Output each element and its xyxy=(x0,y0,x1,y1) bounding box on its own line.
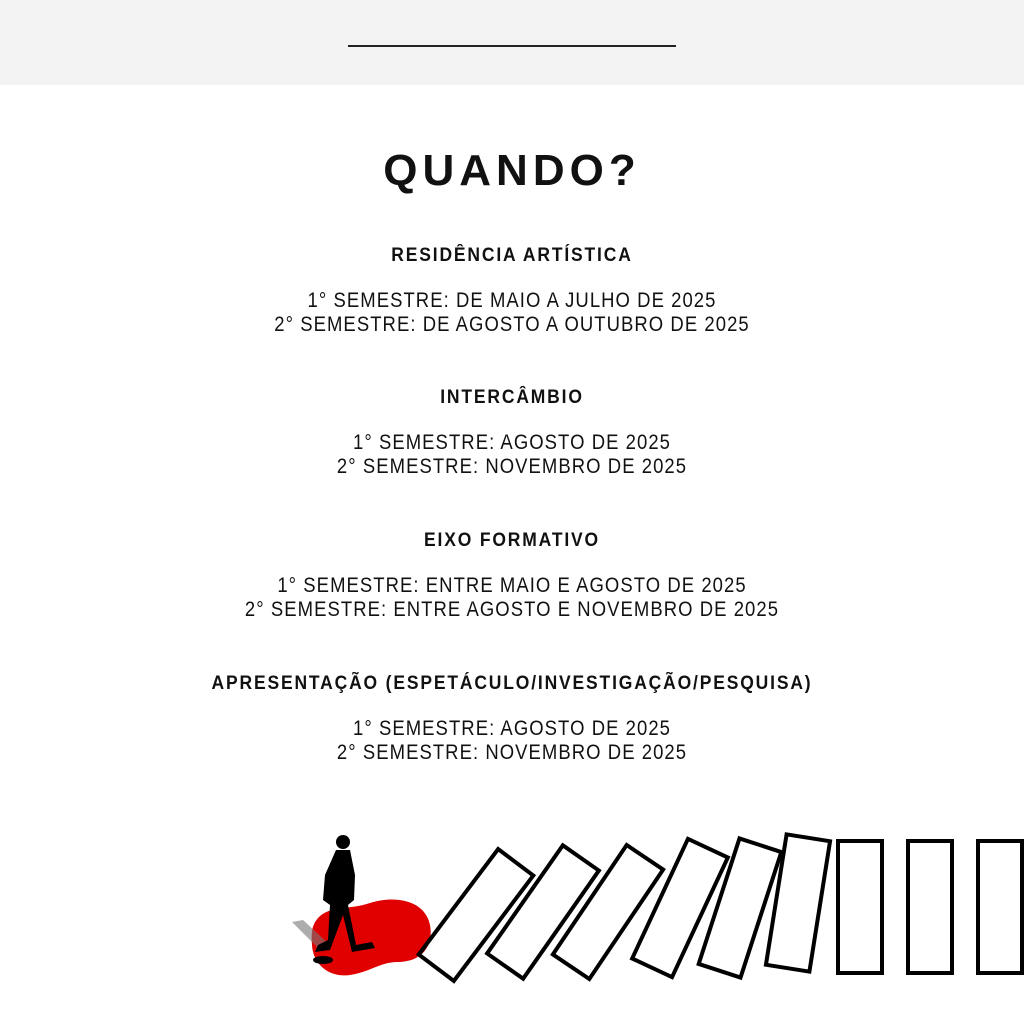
schedule-line: 1° SEMESTRE: DE MAIO A JULHO DE 2025 xyxy=(307,289,717,312)
section-heading: EIXO FORMATIVO xyxy=(424,530,600,551)
section-eixo-formativo xyxy=(0,530,1024,622)
domino xyxy=(908,841,952,973)
section-heading: INTERCÂMBIO xyxy=(440,387,584,408)
section-heading: APRESENTAÇÃO (ESPETÁCULO/INVESTIGAÇÃO/PESQUISA) xyxy=(211,673,813,694)
schedule-line: 2° SEMESTRE: NOVEMBRO DE 2025 xyxy=(336,741,688,764)
domino-illustration xyxy=(0,800,1024,1024)
schedule-line: 1° SEMESTRE: ENTRE MAIO E AGOSTO DE 2025 xyxy=(277,574,747,597)
section-apresentacao xyxy=(0,673,1024,765)
domino xyxy=(838,841,882,973)
page-title: QUANDO? xyxy=(383,146,641,195)
schedule-line: 1° SEMESTRE: AGOSTO DE 2025 xyxy=(352,717,672,740)
section-heading: RESIDÊNCIA ARTÍSTICA xyxy=(391,245,633,266)
divider xyxy=(348,45,676,47)
schedule-line: 1° SEMESTRE: AGOSTO DE 2025 xyxy=(352,431,672,454)
schedule-line: 2° SEMESTRE: NOVEMBRO DE 2025 xyxy=(336,455,688,478)
domino xyxy=(766,834,830,971)
section-intercambio xyxy=(0,387,1024,479)
top-band xyxy=(0,0,1024,85)
schedule-line: 2° SEMESTRE: DE AGOSTO A OUTUBRO DE 2025 xyxy=(274,313,750,336)
domino xyxy=(978,841,1022,973)
section-residencia xyxy=(0,245,1024,337)
schedule-line: 2° SEMESTRE: ENTRE AGOSTO E NOVEMBRO DE 2025 xyxy=(244,598,780,621)
